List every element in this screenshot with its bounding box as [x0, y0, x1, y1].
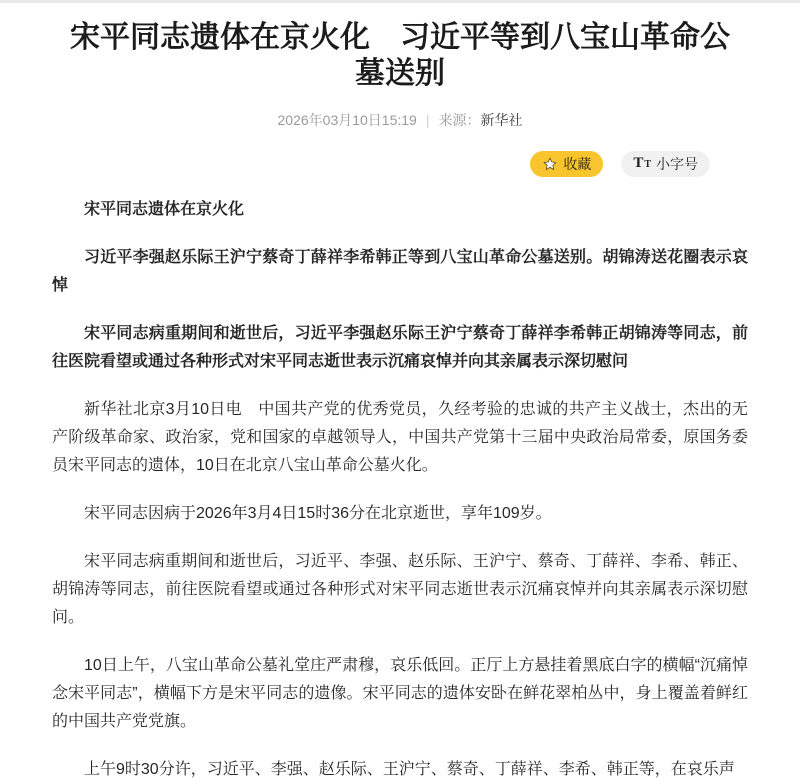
article-paragraph: 新华社北京3月10日电 中国共产党的优秀党员，久经考验的忠诚的共产主义战士，杰出的无产阶级革命家、政治家，党和国家的卓越领导人，中国共产党第十三届中央政治局常委，原国务委员宋平同志的遗体，10日在北京八宝山革命公墓火化。	[52, 401, 748, 474]
article-paragraph: 宋平同志病重期间和逝世后，习近平李强赵乐际王沪宁蔡奇丁薛祥李希韩正胡锦涛等同志，前往医院看望或通过各种形式对宋平同志逝世表示沉痛哀悼并向其亲属表示深切慰问	[52, 325, 748, 370]
article-body	[52, 196, 748, 784]
article-paragraph: 宋平同志因病于2026年3月4日15时36分在北京逝世，享年109岁。	[84, 505, 552, 522]
favorite-button[interactable]	[530, 151, 603, 177]
font-size-tt-icon: T T	[633, 155, 651, 171]
font-size-button[interactable]	[621, 151, 710, 177]
article-paragraph: 宋平同志病重期间和逝世后，习近平、李强、赵乐际、王沪宁、蔡奇、丁薛祥、李希、韩正、胡锦涛等同志，前往医院看望或通过各种形式对宋平同志逝世表示沉痛哀悼并向其亲属表示深切慰问。	[52, 553, 748, 626]
article-toolbar	[52, 151, 710, 177]
article-paragraph: 习近平李强赵乐际王沪宁蔡奇丁薛祥李希韩正等到八宝山革命公墓送别。胡锦涛送花圈表示哀悼	[52, 249, 748, 294]
article-paragraph: 宋平同志遗体在京火化	[84, 201, 245, 218]
font-size-button-label: 小字号	[656, 156, 698, 172]
source-label: 来源：	[438, 112, 481, 128]
star-outline-icon	[542, 156, 558, 172]
article-paragraph: 10日上午，八宝山革命公墓礼堂庄严肃穆，哀乐低回。正厅上方悬挂着黑底白字的横幅“沉痛悼念宋平同志”，横幅下方是宋平同志的遗像。宋平同志的遗体安卧在鲜花翠柏丛中，身上覆盖着鲜红的中国共产党党旗。	[52, 657, 748, 730]
article-paragraph: 上午9时30分许，习近平、李强、赵乐际、王沪宁、蔡奇、丁薛祥、李希、韩正等，在哀乐声	[84, 761, 735, 778]
article-page	[0, 20, 800, 784]
page-title: 宋平同志遗体在京火化 习近平等到八宝山革命公墓送别	[70, 21, 730, 90]
publish-datetime: 2026年03月10日15:19	[277, 112, 417, 128]
favorite-button-label: 收藏	[563, 156, 592, 172]
source-name: 新华社	[480, 112, 523, 128]
meta-separator: |	[425, 112, 430, 128]
article-meta	[52, 110, 748, 130]
